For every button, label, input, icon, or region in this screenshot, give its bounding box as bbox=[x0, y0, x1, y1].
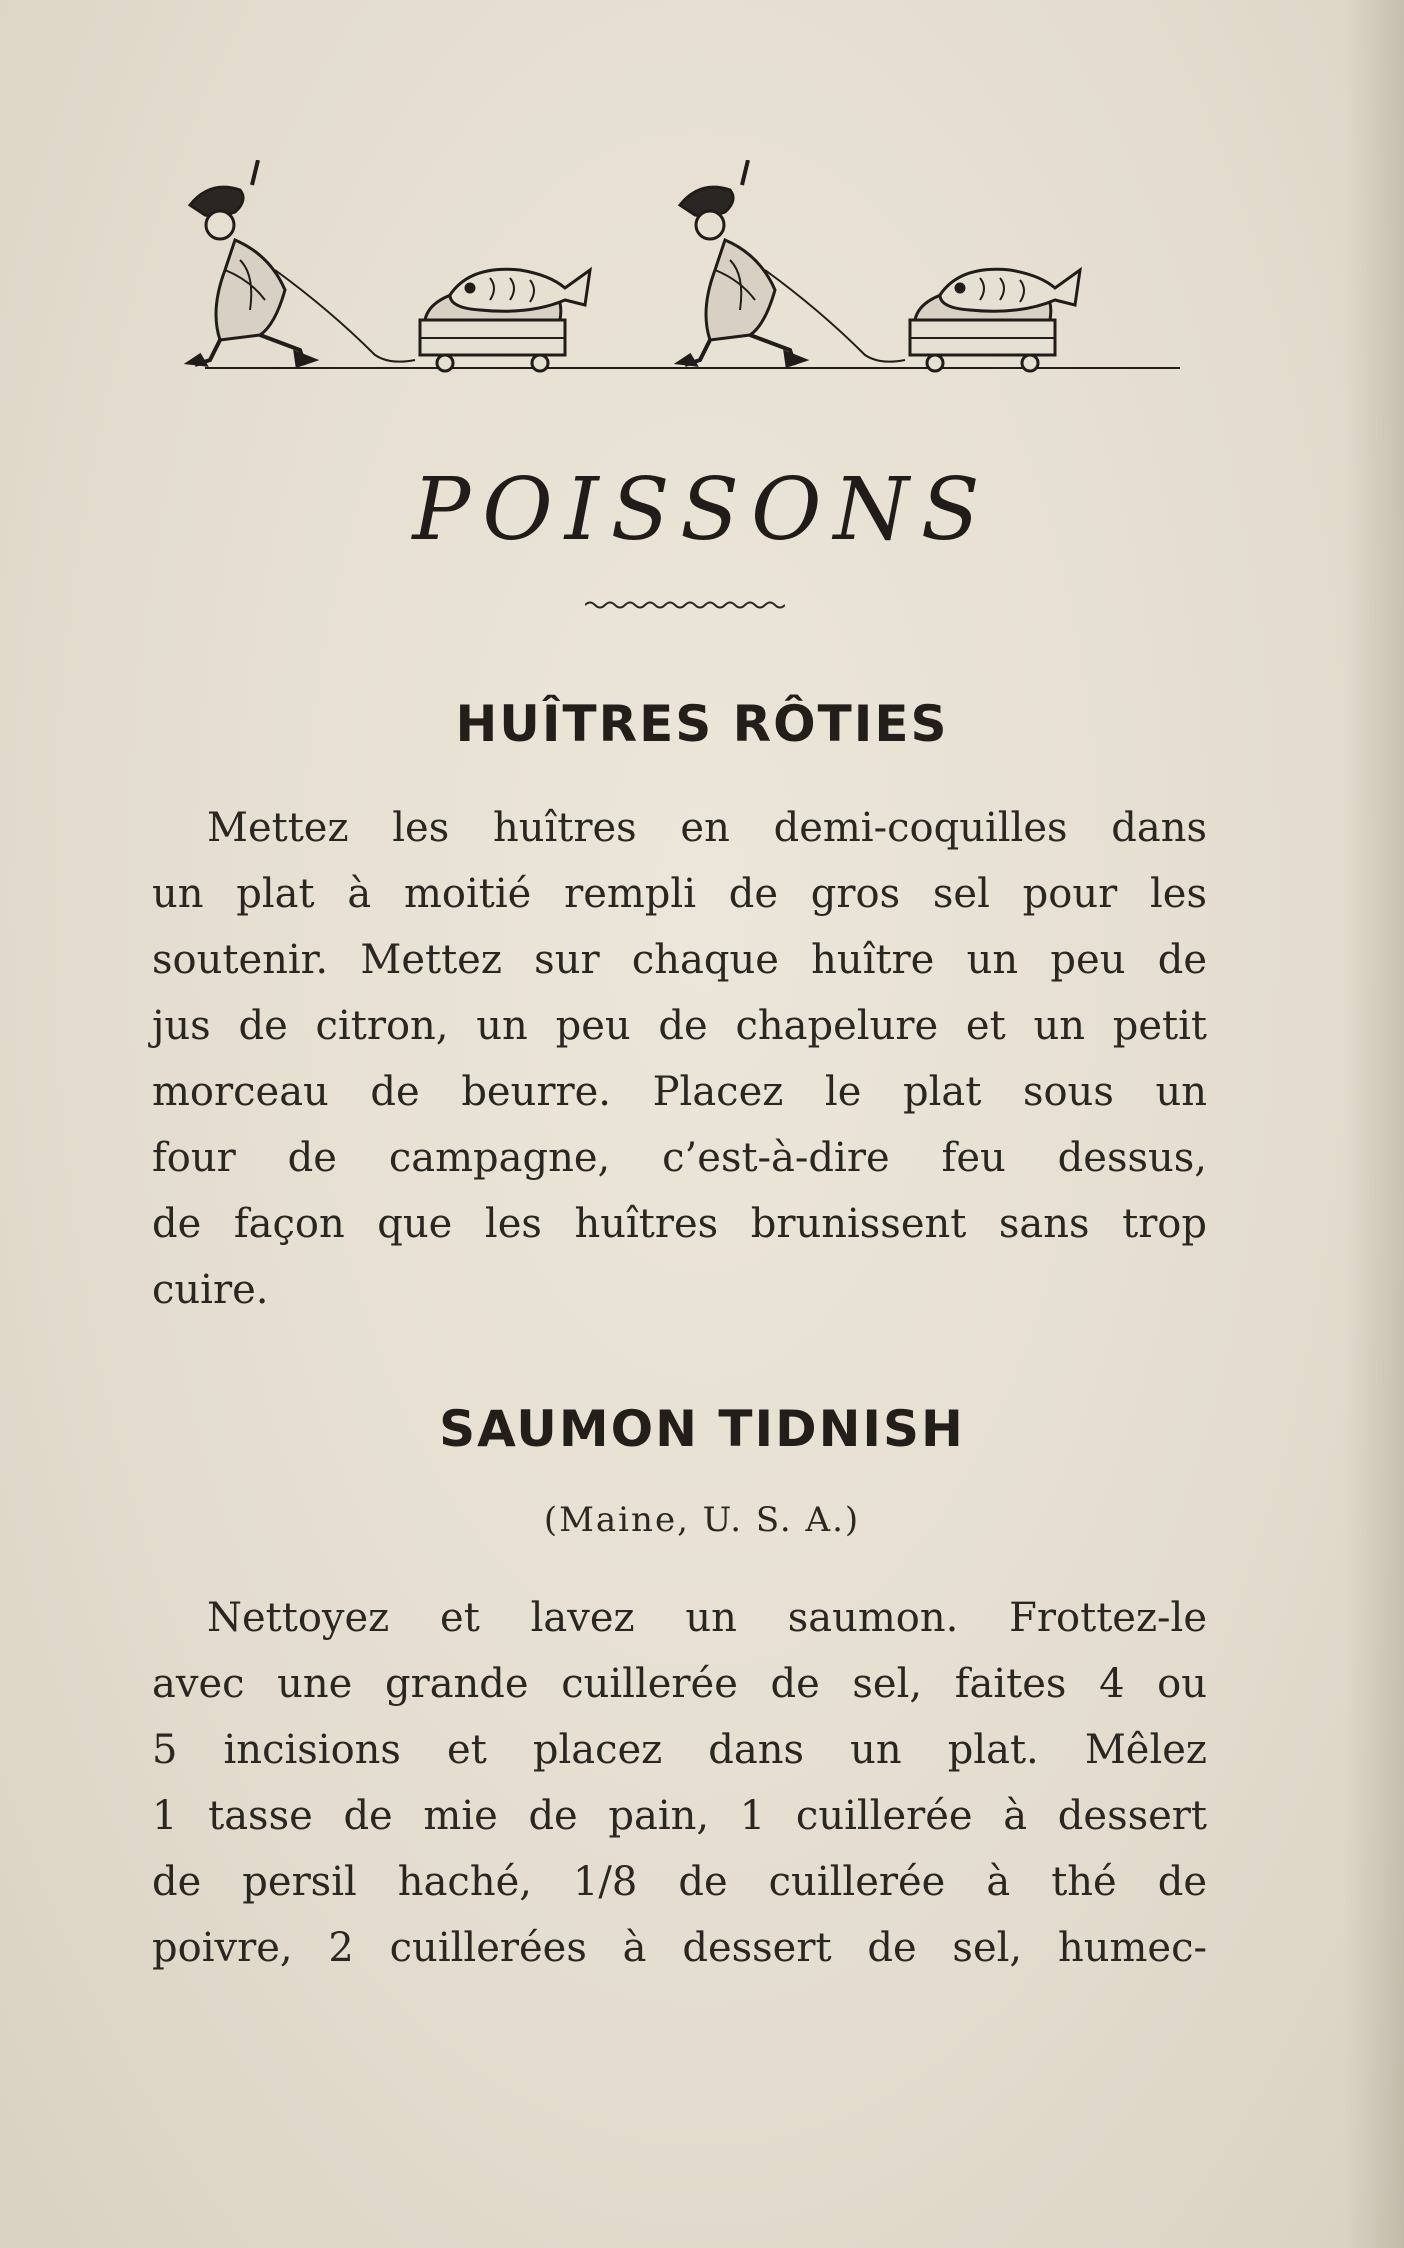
page-edge-shadow bbox=[1344, 0, 1404, 2248]
text-line: morceau de beurre. Placez le plat sous un bbox=[152, 1069, 1207, 1115]
section-heading-huitres: HUÎTRES RÔTIES bbox=[455, 695, 949, 753]
text-line: cuire. bbox=[152, 1267, 269, 1313]
text-line: soutenir. Mettez sur chaque huître un peu de bbox=[152, 937, 1207, 983]
text-line: de persil haché, 1/8 de cuillerée à thé de bbox=[152, 1859, 1207, 1905]
text-line: un plat à moitié rempli de gros sel pour les bbox=[152, 871, 1207, 917]
text-line: 5 incisions et placez dans un plat. Mêlez bbox=[152, 1727, 1207, 1773]
text-line: four de campagne, c’est-à-dire feu dessus, bbox=[152, 1135, 1207, 1181]
recipe-text-huitres bbox=[152, 795, 1207, 1323]
text-line: jus de citron, un peu de chapelure et un petit bbox=[152, 1003, 1207, 1049]
text-line: 1 tasse de mie de pain, 1 cuillerée à dessert bbox=[152, 1793, 1207, 1839]
section-subheading-origin: (Maine, U. S. A.) bbox=[543, 1500, 861, 1540]
text-line: avec une grande cuillerée de sel, faites 4 ou bbox=[152, 1661, 1207, 1707]
section-heading-saumon: SAUMON TIDNISH bbox=[439, 1400, 965, 1458]
text-line: de façon que les huîtres brunissent sans trop bbox=[152, 1201, 1207, 1247]
text-line: Mettez les huîtres en demi-coquilles dans bbox=[207, 805, 1207, 851]
page-title: POISSONS bbox=[412, 460, 992, 560]
text-line: Nettoyez et lavez un saumon. Frottez-le bbox=[207, 1595, 1207, 1641]
wavy-divider bbox=[585, 598, 785, 612]
soldier-pulling-fish-cart-right bbox=[678, 160, 1080, 371]
text-line: poivre, 2 cuillerées à dessert de sel, humec- bbox=[152, 1925, 1207, 1971]
recipe-text-saumon bbox=[152, 1585, 1207, 1981]
header-illustration bbox=[180, 160, 1190, 390]
